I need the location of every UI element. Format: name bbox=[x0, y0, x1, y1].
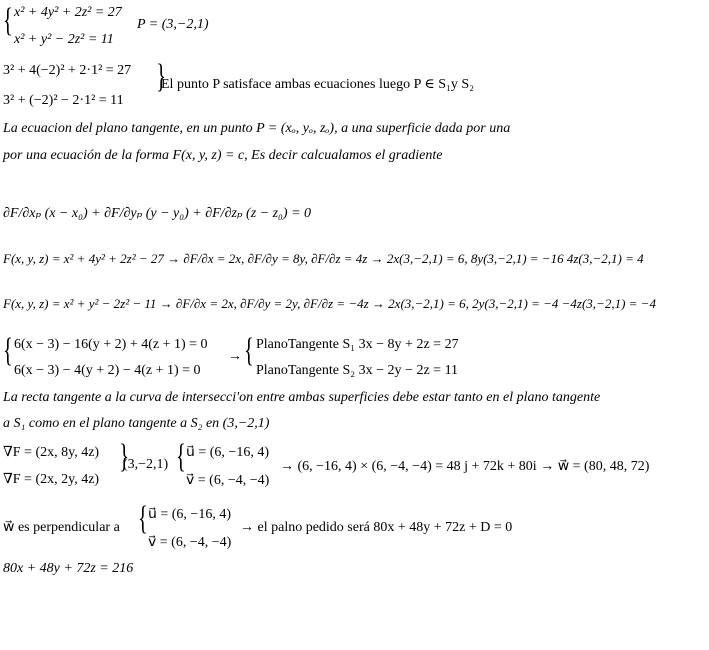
uv-brace: { bbox=[176, 438, 186, 475]
nabla-s2: ∇F = (2x, 2y, 4z) bbox=[3, 472, 100, 487]
at-point: (3,−2,1) bbox=[123, 457, 169, 472]
system-eq2: x² + y² − 2z² = 11 bbox=[14, 32, 114, 47]
tangent-formula: ∂F/∂xₚ (x − x₀) + ∂F/∂yₚ (y − y₀) + ∂F/∂zₚ (z − z₀) = 0 bbox=[3, 206, 312, 221]
cross-product: → (6, −16, 4) × (6, −4, −4) = 48 j + 72k + 80i → w⃗ = (80, 48, 72) bbox=[280, 459, 650, 474]
perp-u: u⃗ = (6, −16, 4) bbox=[148, 507, 231, 522]
system-eq1: x² + 4y² + 2z² = 27 bbox=[14, 5, 122, 20]
planes-brace: { bbox=[3, 332, 13, 369]
perp-label: w⃗ es perpendicular a bbox=[3, 520, 120, 535]
vec-v: v⃗ = (6, −4, −4) bbox=[186, 473, 270, 488]
para2-line2: a S₁ como en el plano tangente a S₂ en (3,−2,1) bbox=[3, 416, 270, 431]
final-plane: 80x + 48y + 72z = 216 bbox=[3, 561, 134, 576]
perp-result: → el palno pedido será 80x + 48y + 72z + D = 0 bbox=[240, 520, 513, 535]
gradient-s1: F(x, y, z) = x² + 4y² + 2z² − 27 → ∂F/∂x = 2x, ∂F/∂y = 8y, ∂F/∂z = 4z → 2x(3,−2,1) = 6, 8y(3,−2,1) = −16 4z(3,−2,1) = 4 bbox=[3, 251, 644, 266]
perp-brace: { bbox=[138, 500, 148, 537]
plane-res1: PlanoTangente S₁ 3x − 8y + 2z = 27 bbox=[256, 337, 459, 352]
gradient-s2: F(x, y, z) = x² + y² − 2z² − 11 → ∂F/∂x = 2x, ∂F/∂y = 2y, ∂F/∂z = −4z → 2x(3,−2,1) = 6, 2y(3,−2,1) = −4 −4z(3,−2,1) = −4 bbox=[3, 296, 656, 311]
point-p: P = (3,−2,1) bbox=[137, 17, 209, 32]
nabla-s1: ∇F = (2x, 8y, 4z) bbox=[3, 445, 100, 460]
perp-v: v⃗ = (6, −4, −4) bbox=[148, 535, 232, 550]
plane-eq2: 6(x − 3) − 4(y + 2) − 4(z + 1) = 0 bbox=[14, 363, 201, 378]
para2-line1: La recta tangente a la curva de intersecci'on entre ambas superficies debe estar tanto en el plano tangente bbox=[3, 390, 601, 405]
plane-eq1: 6(x − 3) − 16(y + 2) + 4(z + 1) = 0 bbox=[14, 337, 208, 352]
nabla-brace: { bbox=[119, 438, 129, 475]
check-text: El punto P satisface ambas ecuaciones luego P ∈ S₁y S₂ bbox=[161, 77, 475, 92]
check-brace: { bbox=[156, 58, 166, 95]
check-eq1: 3² + 4(−2)² + 2·1² = 27 bbox=[3, 63, 132, 78]
system-brace: { bbox=[3, 2, 13, 39]
planes-res-brace: { bbox=[244, 332, 254, 369]
planes-arrow: → bbox=[228, 349, 242, 364]
check-eq2: 3² + (−2)² − 2·1² = 11 bbox=[3, 93, 124, 108]
plane-res2: PlanoTangente S₂ 3x − 2y − 2z = 11 bbox=[256, 363, 459, 378]
para1-line1: La ecuacion del plano tangente, en un punto P = (xₒ, yₒ, zₒ), a una superficie dada por una bbox=[3, 121, 511, 136]
vec-u: u⃗ = (6, −16, 4) bbox=[186, 445, 269, 460]
para1-line2: por una ecuación de la forma F(x, y, z) = c, Es decir calcualamos el gradiente bbox=[3, 148, 443, 163]
